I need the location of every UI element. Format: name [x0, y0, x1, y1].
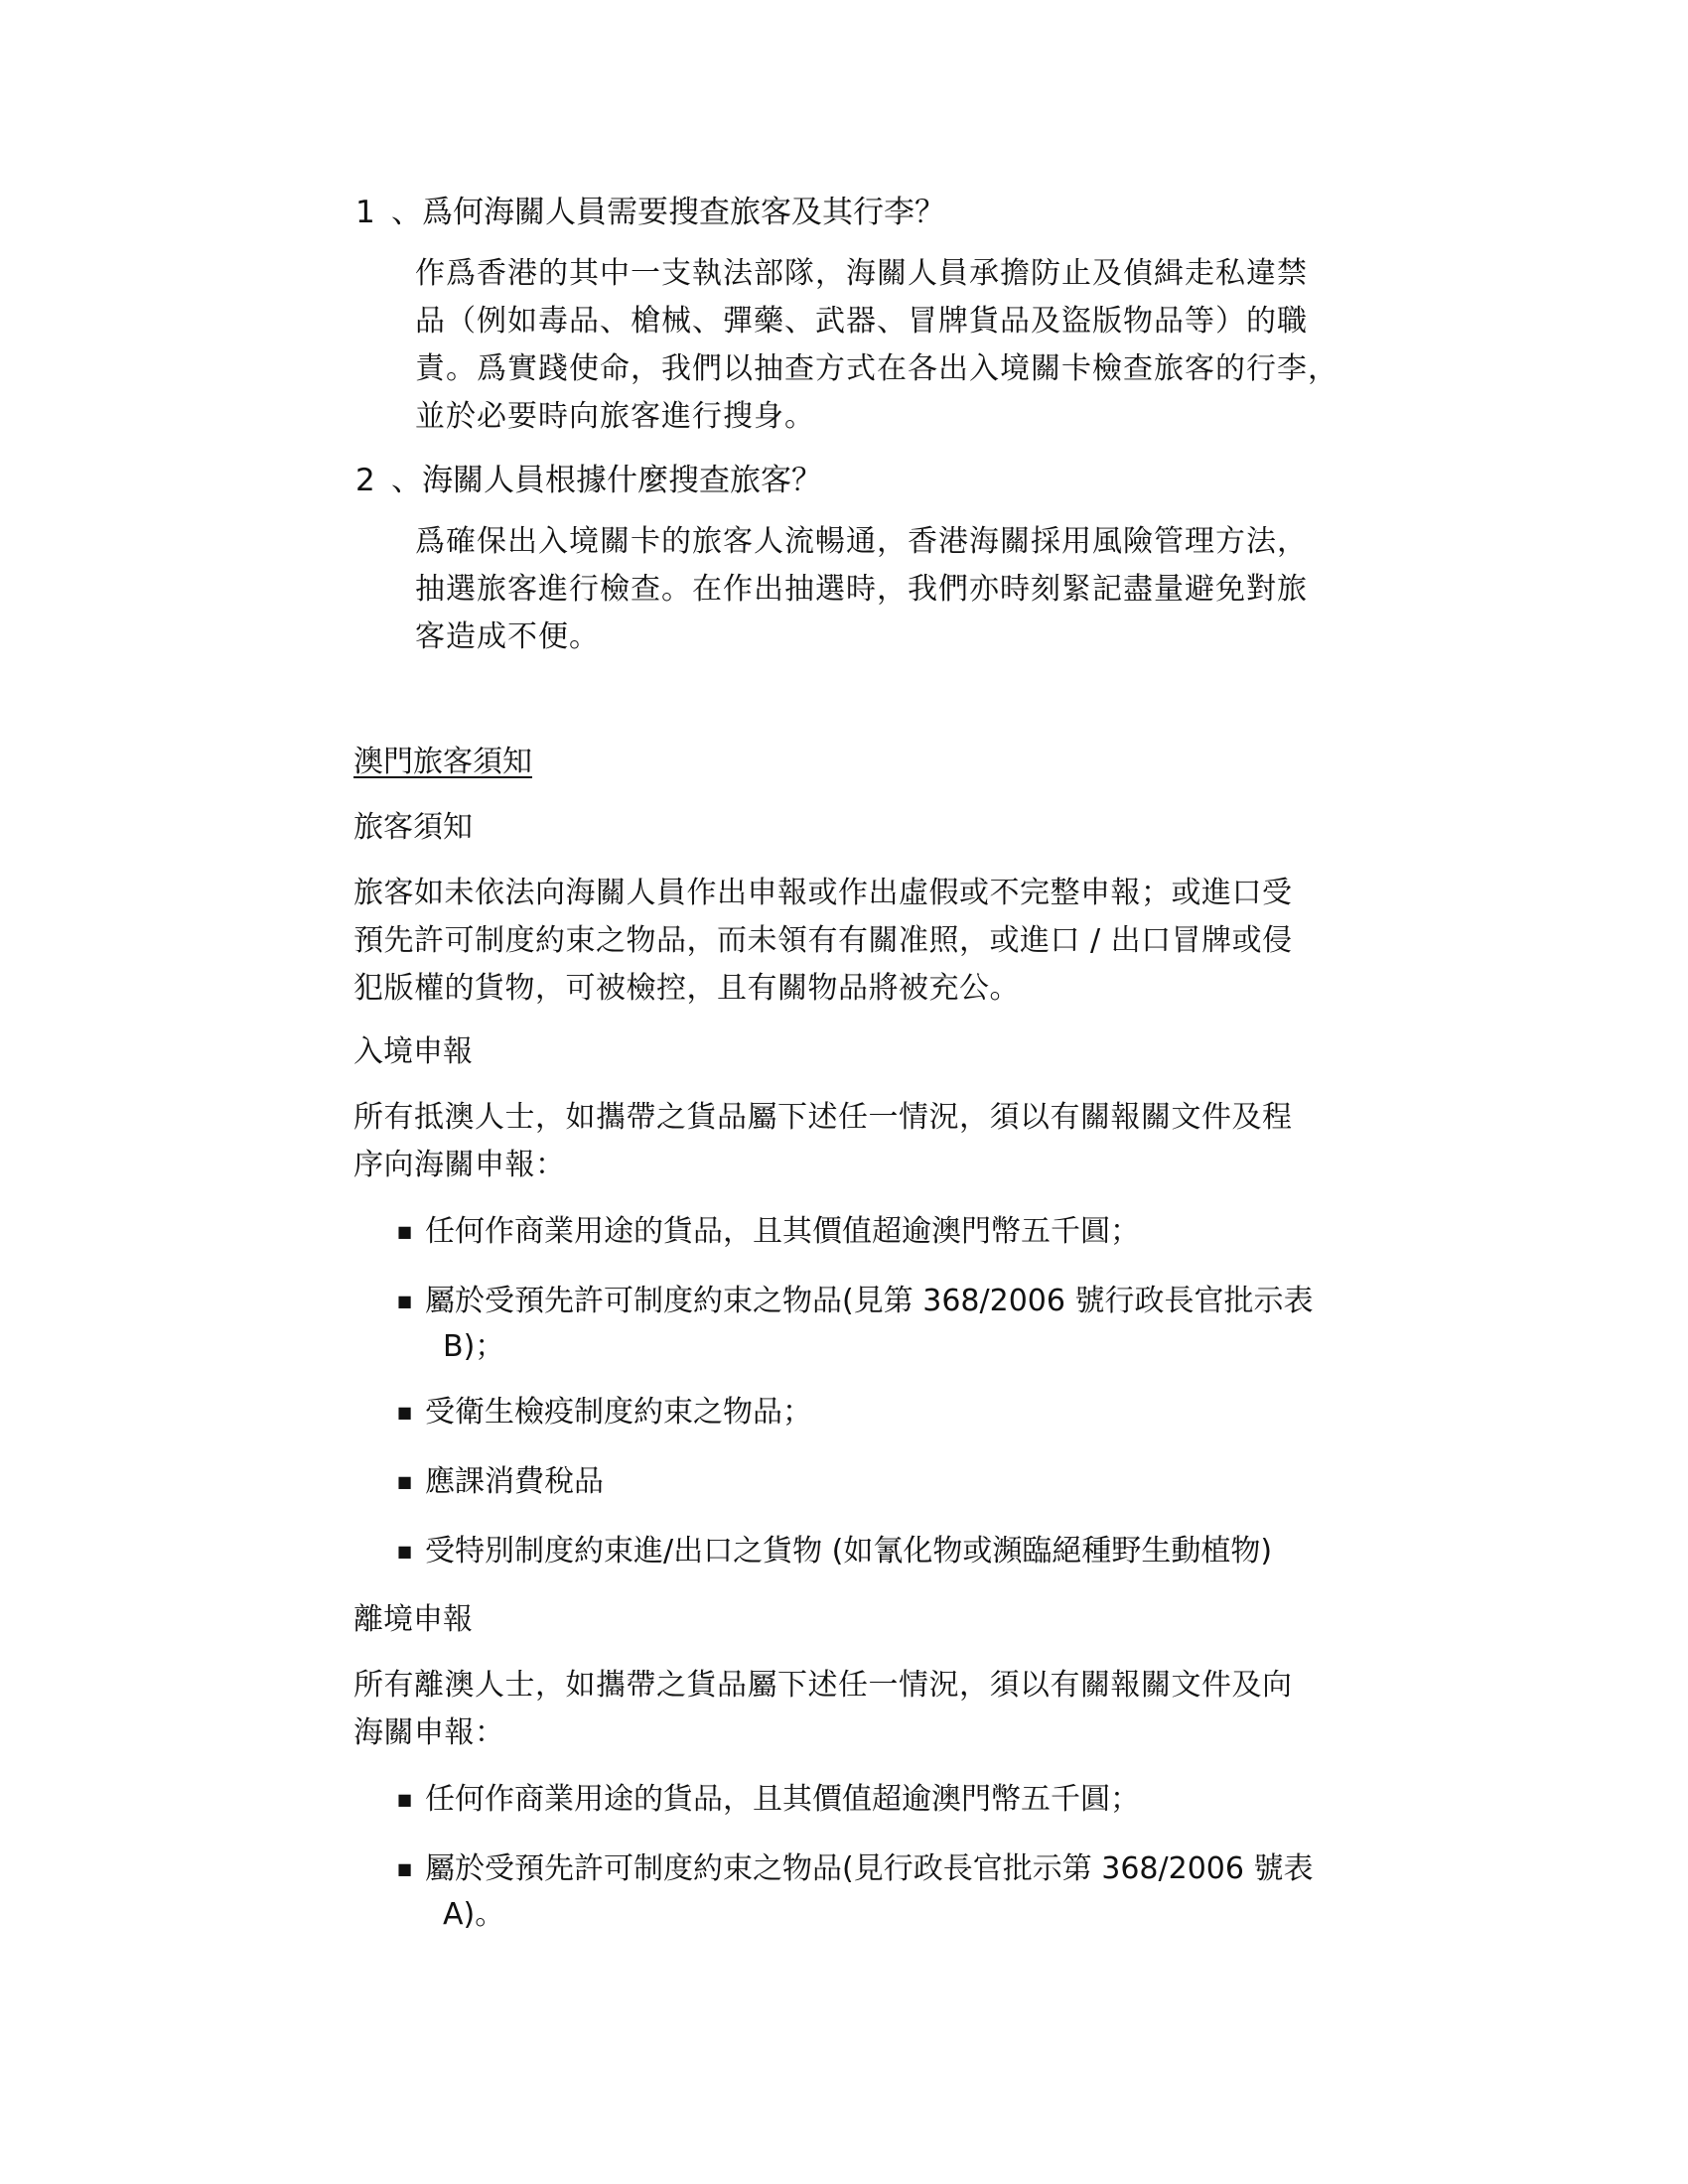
- paragraph-line: 序向海關申報：: [353, 1148, 566, 1182]
- faq-question-text: 、海關人員根據什麼搜查旅客？: [391, 463, 822, 498]
- bullet-icon: ■: [397, 1222, 413, 1241]
- answer-line: 爲確保出入境關卡的旅客人流暢通，香港海關採用風險管理方法，: [415, 524, 1308, 559]
- answer-line: 抽選旅客進行檢查。在作出抽選時，我們亦時刻緊記盡量避免對旅: [415, 572, 1308, 607]
- notice-paragraph: [353, 870, 1293, 1013]
- paragraph-line: 海關申報：: [353, 1715, 505, 1750]
- faq-question-1: [355, 189, 945, 236]
- section-heading: 澳門旅客須知: [353, 745, 532, 779]
- exit-title: 離境申報: [353, 1602, 473, 1637]
- bullet-icon: ■: [397, 1542, 413, 1561]
- bullet-icon: ■: [397, 1403, 413, 1422]
- faq-answer-1: [415, 250, 1338, 441]
- list-item-text: 任何作商業用途的貨品，且其價值超逾澳門幣五千圓；: [425, 1782, 1140, 1817]
- answer-line: 並於必要時向旅客進行搜身。: [415, 399, 815, 434]
- paragraph-line: 旅客如未依法向海關人員作出申報或作出虛假或不完整申報；或進口受: [353, 876, 1293, 910]
- answer-line: 作爲香港的其中一支執法部隊，海關人員承擔防止及偵緝走私違禁: [415, 256, 1308, 291]
- entry-intro: [353, 1094, 1293, 1189]
- list-item-continuation: B)；: [443, 1329, 505, 1364]
- faq-answer-2: [415, 518, 1308, 661]
- paragraph-line: 犯版權的貨物，可被檢控，且有關物品將被充公。: [353, 971, 1020, 1006]
- list-item-text: 受特別制度約束進/出口之貨物 (如氰化物或瀕臨絕種野生動植物): [425, 1534, 1273, 1569]
- bullet-icon: ■: [397, 1292, 413, 1310]
- list-item-text: 屬於受預先許可制度約束之物品(見第 368/2006 號行政長官批示表: [425, 1284, 1314, 1318]
- faq-question-2: [355, 457, 822, 504]
- paragraph-line: 所有抵澳人士，如攜帶之貨品屬下述任一情況，須以有關報關文件及程: [353, 1100, 1293, 1135]
- answer-line: 客造成不便。: [415, 619, 600, 654]
- list-item-text: 受衛生檢疫制度約束之物品；: [425, 1395, 812, 1430]
- bullet-icon: ■: [397, 1472, 413, 1491]
- paragraph-line: 預先許可制度約束之物品，而未領有有關准照，或進口 / 出口冒牌或侵: [353, 923, 1293, 958]
- list-item-text: 屬於受預先許可制度約束之物品(見行政長官批示第 368/2006 號表: [425, 1851, 1314, 1886]
- faq-question-text: 、爲何海關人員需要搜查旅客及其行李？: [391, 195, 945, 230]
- bullet-icon: ■: [397, 1859, 413, 1878]
- entry-title: 入境申報: [353, 1034, 473, 1069]
- faq-number: 1: [355, 195, 375, 230]
- list-item-text: 應課消費稅品: [425, 1464, 604, 1499]
- paragraph-line: 所有離澳人士，如攜帶之貨品屬下述任一情況，須以有關報關文件及向: [353, 1668, 1293, 1703]
- answer-line: 責。爲實踐使命，我們以抽查方式在各出入境關卡檢查旅客的行李，: [415, 351, 1338, 386]
- answer-line: 品（例如毒品、槍械、彈藥、武器、冒牌貨品及盜版物品等）的職: [415, 304, 1308, 339]
- list-item-continuation: A)。: [443, 1897, 505, 1932]
- bullet-icon: ■: [397, 1790, 413, 1809]
- notice-title: 旅客須知: [353, 810, 473, 845]
- list-item-text: 任何作商業用途的貨品，且其價值超逾澳門幣五千圓；: [425, 1214, 1140, 1249]
- faq-number: 2: [355, 463, 375, 498]
- exit-intro: [353, 1662, 1293, 1757]
